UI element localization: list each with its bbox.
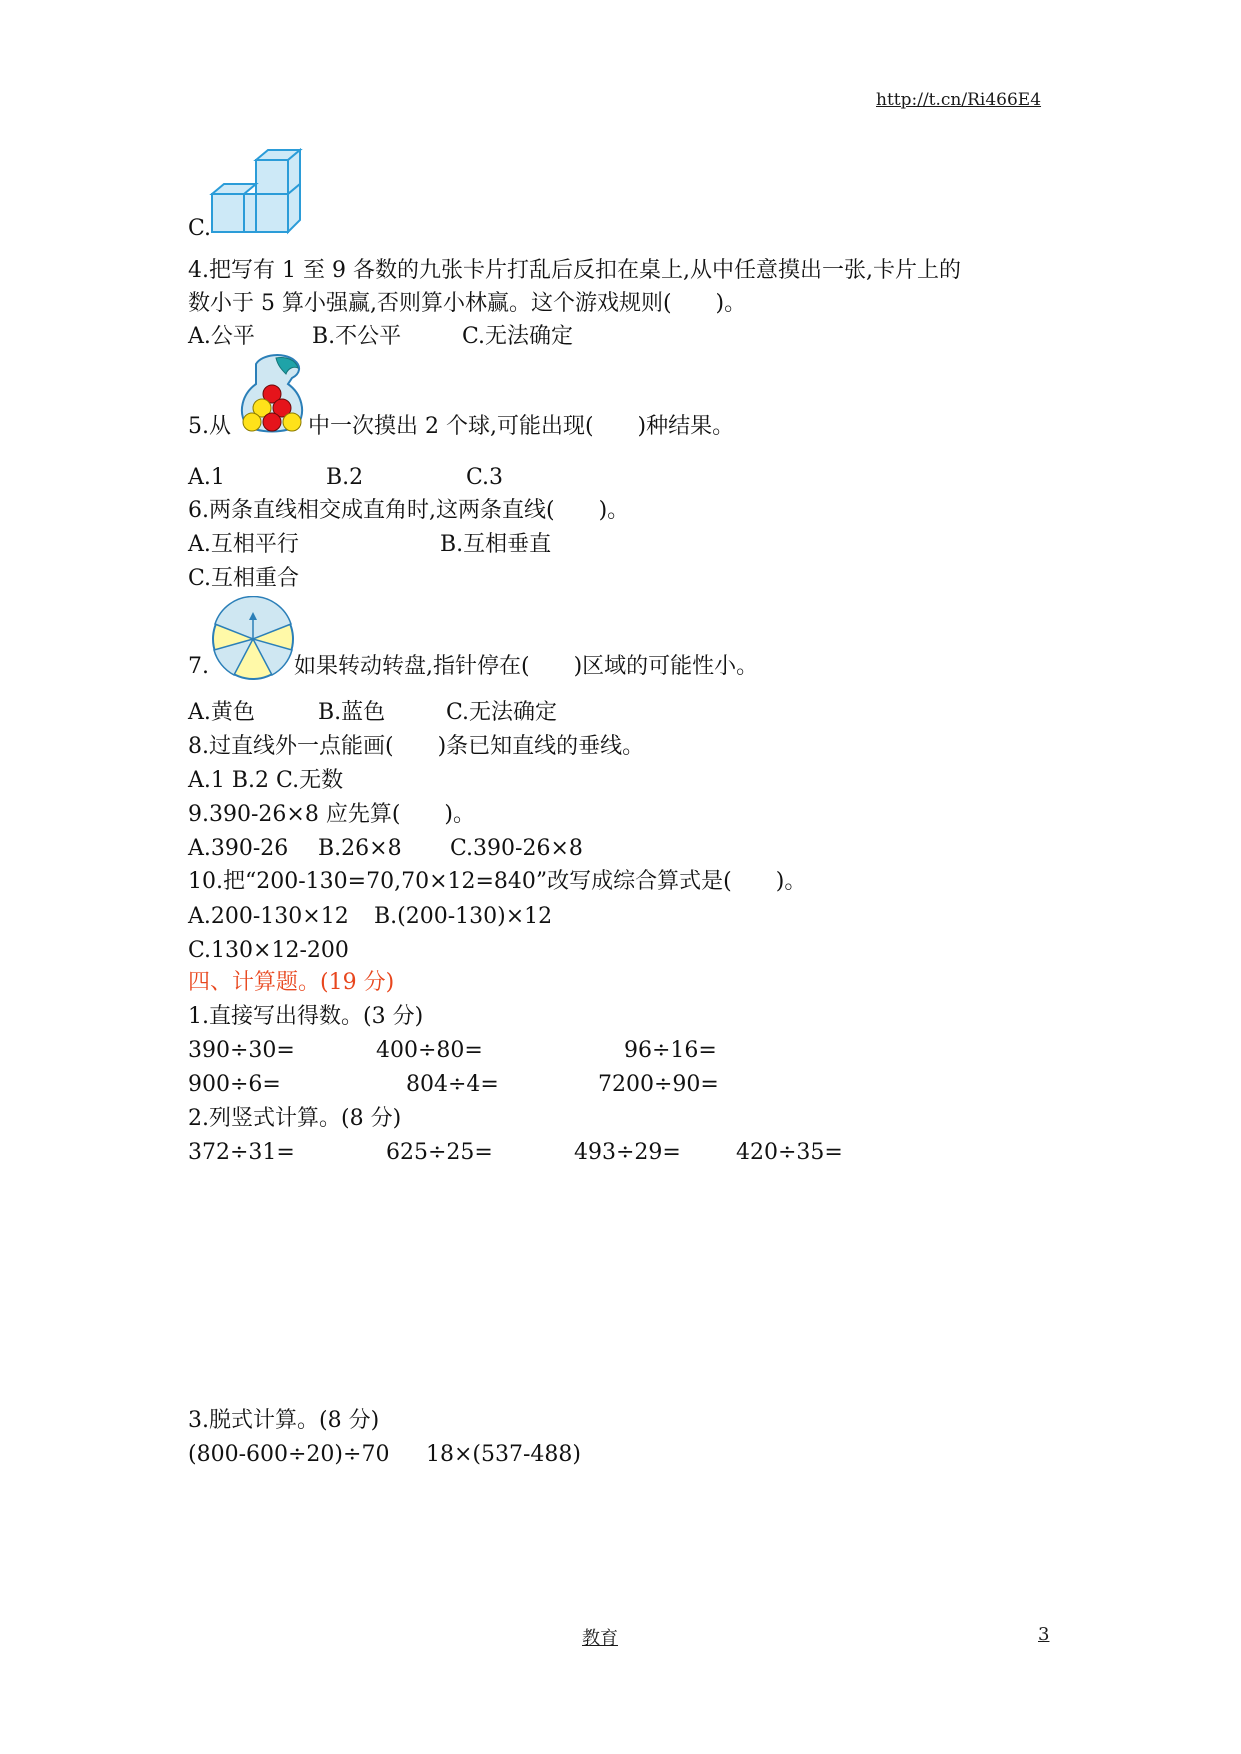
- footer-center-link[interactable]: 教育: [582, 1628, 618, 1649]
- q10-option-b: B.(200-130)×12: [374, 904, 553, 929]
- p1-row2-item3: 7200÷90=: [598, 1072, 719, 1097]
- q7-option-a: A.黄色: [188, 700, 255, 725]
- footer-page-number[interactable]: 3: [1038, 1624, 1050, 1645]
- q5-option-b: B.2: [326, 465, 364, 490]
- q6-option-a: A.互相平行: [188, 532, 299, 557]
- q7-option-b: B.蓝色: [318, 700, 386, 725]
- q9-option-b: B.26×8: [318, 836, 402, 861]
- p3-item1: (800-600÷20)÷70: [188, 1442, 390, 1467]
- q5-option-c: C.3: [466, 465, 504, 490]
- p1-row1-item1: 390÷30=: [188, 1038, 295, 1063]
- p2-item1: 372÷31=: [188, 1140, 295, 1165]
- q9-stem: 9.390-26×8 应先算( )。: [188, 802, 475, 827]
- p2-title: 2.列竖式计算。(8 分): [188, 1106, 402, 1131]
- q10-option-a: A.200-130×12: [188, 904, 349, 929]
- section4-title: 四、计算题。(19 分): [188, 970, 395, 995]
- q6-option-b: B.互相垂直: [440, 532, 552, 557]
- p2-item2: 625÷25=: [386, 1140, 493, 1165]
- q4-option-b: B.不公平: [312, 324, 402, 349]
- q4-stem-line1: 4.把写有 1 至 9 各数的九张卡片打乱后反扣在桌上,从中任意摸出一张,卡片上的: [188, 258, 961, 283]
- q7-option-c: C.无法确定: [446, 700, 558, 725]
- header-url-link[interactable]: http://t.cn/Ri466E4: [876, 90, 1042, 110]
- q5-prefix: 5.从: [188, 414, 231, 439]
- q4-option-c: C.无法确定: [462, 324, 574, 349]
- p1-row2-item2: 804÷4=: [406, 1072, 499, 1097]
- q10-option-c: C.130×12-200: [188, 938, 349, 963]
- cubes-figure: [208, 148, 304, 240]
- q9-option-c: C.390-26×8: [450, 836, 583, 861]
- q6-stem: 6.两条直线相交成直角时,这两条直线( )。: [188, 498, 630, 523]
- q4-stem-line2: 数小于 5 算小强赢,否则算小林赢。这个游戏规则( )。: [188, 291, 747, 316]
- p1-row1-item3: 96÷16=: [624, 1038, 717, 1063]
- q9-option-a: A.390-26: [188, 836, 289, 861]
- q8-options: A.1 B.2 C.无数: [188, 768, 344, 793]
- p2-item4: 420÷35=: [736, 1140, 843, 1165]
- p1-row2-item1: 900÷6=: [188, 1072, 281, 1097]
- q3-option-c-label: C.: [188, 216, 212, 241]
- spinner-figure: [210, 596, 296, 682]
- ball-bag-figure: [236, 350, 308, 436]
- p3-item2: 18×(537-488): [426, 1442, 582, 1467]
- q8-stem: 8.过直线外一点能画( )条已知直线的垂线。: [188, 734, 645, 759]
- q5-suffix: 中一次摸出 2 个球,可能出现( )种结果。: [308, 414, 735, 439]
- q7-suffix: 如果转动转盘,指针停在( )区域的可能性小。: [294, 654, 759, 679]
- p1-title: 1.直接写出得数。(3 分): [188, 1004, 424, 1029]
- q4-option-a: A.公平: [188, 324, 255, 349]
- q10-stem: 10.把“200-130=70,70×12=840”改写成综合算式是( )。: [188, 869, 807, 894]
- q5-option-a: A.1: [188, 465, 225, 490]
- p3-title: 3.脱式计算。(8 分): [188, 1408, 380, 1433]
- q6-option-c: C.互相重合: [188, 566, 300, 591]
- p1-row1-item2: 400÷80=: [376, 1038, 483, 1063]
- p2-item3: 493÷29=: [574, 1140, 681, 1165]
- q7-prefix: 7.: [188, 654, 209, 679]
